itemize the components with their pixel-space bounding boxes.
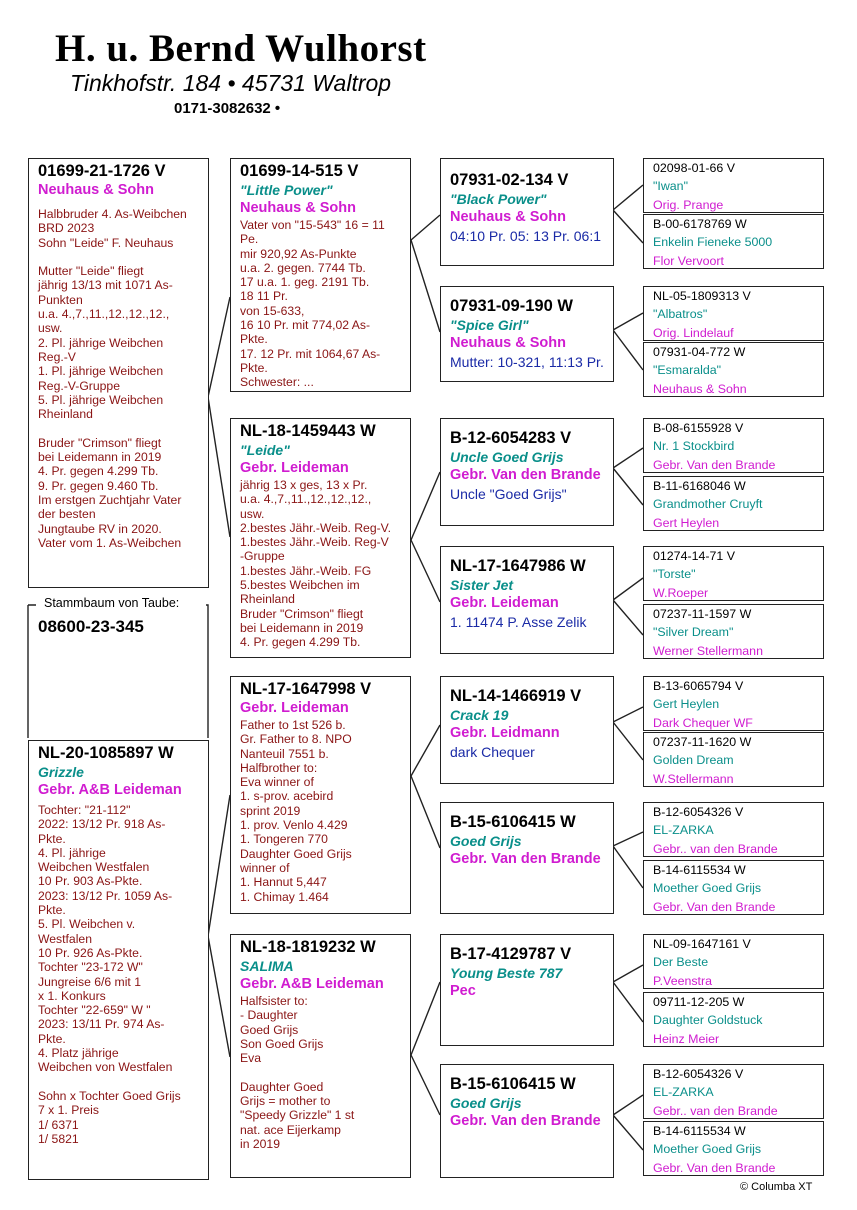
ggg-name: Nr. 1 Stockbird [653, 439, 735, 454]
ggp-breeder: Pec [450, 983, 476, 999]
ggg-card [643, 342, 824, 397]
ggg-ring: 07237-11-1597 W [653, 607, 752, 621]
ggp-nickname: Sister Jet [450, 577, 514, 593]
ggp-breeder: Gebr. Van den Brande [450, 467, 601, 483]
ggg-breeder: W.Roeper [653, 585, 709, 600]
dam-card [28, 740, 209, 1180]
ggg-breeder: Orig. Lindelauf [653, 325, 734, 340]
ggg-name: Grandmother Cruyft [653, 497, 763, 512]
grandparent-breeder: Neuhaus & Sohn [240, 200, 357, 216]
ggg-ring: 01274-14-71 V [653, 549, 735, 563]
ggp-nickname: Uncle Goed Grijs [450, 449, 564, 465]
ggg-card [643, 732, 824, 787]
ggg-name: Moether Goed Grijs [653, 1142, 762, 1157]
ggp-ring: B-12-6054283 V [450, 429, 572, 447]
grandparent-card [230, 676, 411, 914]
ggg-ring: 07931-04-772 W [653, 345, 746, 359]
dam-breeder: Gebr. A&B Leideman [38, 782, 182, 798]
ggg-breeder: Gert Heylen [653, 515, 720, 530]
ggg-breeder: Gebr. Van den Brande [653, 457, 776, 472]
ggg-name: "Iwan" [653, 179, 688, 194]
ggg-card [643, 676, 824, 731]
ggp-ring: NL-14-1466919 V [450, 687, 582, 705]
ggg-card [643, 802, 824, 857]
subject-ring: 08600-23-345 [38, 617, 144, 636]
ggg-name: "Esmaralda" [653, 363, 722, 378]
ggg-card [643, 158, 824, 213]
ggg-name: Gert Heylen [653, 697, 720, 712]
sire-breeder: Neuhaus & Sohn [38, 182, 155, 198]
ggg-name: Golden Dream [653, 753, 734, 768]
grandparent-notes: Vater von "15-543" 16 = 11 Pe. mir 920,92 As-Punkte u.a. 2. gegen. 7744 Tb. 17 u.a. 1. geg. 2191 Tb. 18 11 Pr. von 15-633, 16 10 Pr. mit 774,02 As- Pkte. 17. 12 Pr. mit 1064,67 As- Pkte. Schwester: ... [240, 218, 385, 390]
grandparent-breeder: Gebr. Leideman [240, 700, 349, 716]
ggg-breeder: Werner Stellermann [653, 643, 763, 658]
grandparent-notes: Halfsister to: - Daughter Goed Grijs Son Goed Grijs Eva Daughter Goed Grijs = mother to "Speedy Grizzle" 1 st nat. ace Eijerkamp in 2019 [240, 994, 355, 1151]
great-grandparent-card [440, 286, 614, 382]
ggp-ring: B-17-4129787 V [450, 945, 572, 963]
ggp-breeder: Gebr. Leidmann [450, 725, 560, 741]
ggg-breeder: Gebr.. van den Brande [653, 841, 778, 856]
ggg-ring: B-13-6065794 V [653, 679, 744, 693]
great-grandparent-card [440, 934, 614, 1046]
dam-nickname: Grizzle [38, 764, 84, 780]
ggp-ring: 07931-02-134 V [450, 171, 569, 189]
ggg-card [643, 860, 824, 915]
ggg-breeder: Heinz Meier [653, 1031, 720, 1046]
ggg-ring: NL-05-1809313 V [653, 289, 751, 303]
grandparent-breeder: Gebr. A&B Leideman [240, 976, 384, 992]
grandparent-ring: 01699-14-515 V [240, 162, 359, 180]
ggg-card [643, 546, 824, 601]
subject-label: Stammbaum von Taube: [40, 596, 183, 610]
sire-ring: 01699-21-1726 V [38, 162, 166, 180]
ggp-extra: Uncle "Goed Grijs" [450, 486, 567, 502]
ggg-ring: B-12-6054326 V [653, 805, 744, 819]
ggp-extra: 04:10 Pr. 05: 13 Pr. 06:1 [450, 228, 601, 244]
great-grandparent-card [440, 158, 614, 266]
ggg-card [643, 214, 824, 269]
ggg-card [643, 1064, 824, 1119]
ggg-name: "Torste" [653, 567, 696, 582]
great-grandparent-card [440, 418, 614, 526]
ggp-ring: NL-17-1647986 W [450, 557, 586, 575]
ggp-nickname: "Black Power" [450, 191, 547, 207]
ggp-extra: dark Chequer [450, 744, 535, 760]
ggg-name: Der Beste [653, 955, 709, 970]
ggg-breeder: Orig. Prange [653, 197, 724, 212]
sire-notes: Halbbruder 4. As-Weibchen BRD 2023 Sohn "Leide" F. Neuhaus Mutter "Leide" fliegt jährig 13/13 mit 1071 As- Punkten u.a. 4.,7.,11.,12.,12.,12., usw. 2. Pl. jährige Weibchen Reg.-V 1. Pl. jährige Weibchen Reg.-V-Gruppe 5. Pl. jährige Weibchen Rheinland Bruder "Crimson" fliegt bei Leidemann in 2019 4. Pr. gegen 4.299 Tb. 9. Pr. gegen 9.460 Tb. Im erstgen Zuchtjahr Vater der besten Jungtaube RV in 2020. Vater vom 1. As-Weibchen [38, 207, 187, 550]
grandparent-ring: NL-18-1819232 W [240, 938, 376, 956]
ggp-breeder: Gebr. Van den Brande [450, 851, 601, 867]
breeder-address: Tinkhofstr. 184 • 45731 Waltrop [70, 70, 392, 96]
ggp-nickname: Young Beste 787 [450, 965, 563, 981]
ggg-breeder: W.Stellermann [653, 771, 734, 786]
ggg-breeder: Flor Vervoort [653, 253, 724, 268]
ggg-ring: B-00-6178769 W [653, 217, 747, 231]
ggg-name: EL-ZARKA [653, 823, 714, 838]
ggg-card [643, 604, 824, 659]
ggg-ring: 09711-12-205 W [653, 995, 745, 1009]
ggg-card [643, 286, 824, 341]
grandparent-nickname: "Little Power" [240, 182, 333, 198]
grandparent-nickname: "Leide" [240, 442, 290, 458]
grandparent-nickname: SALIMA [240, 958, 294, 974]
ggp-nickname: Goed Grijs [450, 1095, 522, 1111]
ggg-card [643, 418, 824, 473]
breeder-name: H. u. Bernd Wulhorst [55, 27, 427, 70]
ggp-breeder: Gebr. Leideman [450, 595, 559, 611]
ggg-ring: B-12-6054326 V [653, 1067, 744, 1081]
ggg-breeder: P.Veenstra [653, 973, 713, 988]
grandparent-ring: NL-17-1647998 V [240, 680, 372, 698]
ggp-nickname: "Spice Girl" [450, 317, 529, 333]
ggg-name: Enkelin Fieneke 5000 [653, 235, 773, 250]
great-grandparent-card [440, 1064, 614, 1178]
ggg-name: "Silver Dream" [653, 625, 734, 640]
ggp-ring: 07931-09-190 W [450, 297, 573, 315]
ggg-ring: B-14-6115534 W [653, 1124, 746, 1138]
grandparent-card [230, 158, 411, 392]
great-grandparent-card [440, 802, 614, 914]
ggg-breeder: Dark Chequer WF [653, 715, 753, 730]
dam-notes: Tochter: "21-112" 2022: 13/12 Pr. 918 As- Pkte. 4. Pl. jährige Weibchen Westfalen 10 Pr. 903 As-Pkte. 2023: 13/12 Pr. 1059 As- Pkte. 5. Pl. Weibchen v. Westfalen 10 Pr. 926 As-Pkte. Tochter "23-172 W" Jungreise 6/6 mit 1 x 1. Konkurs Tochter "22-659" W " 2023: 13/11 Pr. 974 As- Pkte. 4. Platz jährige Weibchen von Westfalen Sohn x Tochter Goed Grijs 7 x 1. Preis 1/ 6371 1/ 5821 [38, 803, 181, 1146]
ggg-ring: 07237-11-1620 W [653, 735, 752, 749]
ggg-ring: 02098-01-66 V [653, 161, 735, 175]
ggg-ring: NL-09-1647161 V [653, 937, 751, 951]
ggg-name: EL-ZARKA [653, 1085, 714, 1100]
ggg-name: Moether Goed Grijs [653, 881, 762, 896]
ggp-breeder: Neuhaus & Sohn [450, 335, 567, 351]
ggg-ring: B-11-6168046 W [653, 479, 746, 493]
ggg-card [643, 934, 824, 989]
ggg-ring: B-14-6115534 W [653, 863, 746, 877]
ggp-ring: B-15-6106415 W [450, 813, 576, 831]
ggp-breeder: Gebr. Van den Brande [450, 1113, 601, 1129]
grandparent-card [230, 934, 411, 1178]
ggg-breeder: Gebr.. van den Brande [653, 1103, 778, 1118]
grandparent-notes: Father to 1st 526 b. Gr. Father to 8. NPO Nanteuil 7551 b. Halfbrother to: Eva winner of 1. s-prov. acebird sprint 2019 1. prov. Venlo 4.429 1. Tongeren 770 Daughter Goed Grijs winner of 1. Hannut 5,447 1. Chimay 1.464 [240, 718, 352, 904]
ggg-card [643, 476, 824, 531]
great-grandparent-card [440, 546, 614, 654]
copyright: © Columba XT [740, 1181, 813, 1193]
ggg-breeder: Gebr. Van den Brande [653, 1160, 776, 1175]
grandparent-notes: jährig 13 x ges, 13 x Pr. u.a. 4.,7.,11.,12.,12.,12., usw. 2.bestes Jähr.-Weib. Reg-V. 1.bestes Jähr.-Weib. Reg-V -Gruppe 1.bestes Jähr.-Weib. FG 5.bestes Weibchen im Rheinland Bruder "Crimson" fliegt bei Leidemann in 2019 4. Pr. gegen 4.299 Tb. [240, 478, 392, 650]
ggg-card [643, 1121, 824, 1176]
breeder-phone: 0171-3082632 • [174, 100, 281, 117]
ggg-name: Daughter Goldstuck [653, 1013, 763, 1028]
ggp-extra: 1. 11474 P. Asse Zelik [450, 614, 587, 630]
ggg-breeder: Neuhaus & Sohn [653, 381, 747, 396]
ggp-nickname: Crack 19 [450, 707, 509, 723]
sire-card [28, 158, 209, 588]
ggg-name: "Albatros" [653, 307, 708, 322]
ggg-ring: B-08-6155928 V [653, 421, 744, 435]
dam-ring: NL-20-1085897 W [38, 744, 174, 762]
ggp-nickname: Goed Grijs [450, 833, 522, 849]
grandparent-ring: NL-18-1459443 W [240, 422, 376, 440]
ggg-card [643, 992, 824, 1047]
great-grandparent-card [440, 676, 614, 784]
ggp-extra: Mutter: 10-321, 11:13 Pr. [450, 354, 604, 370]
grandparent-breeder: Gebr. Leideman [240, 460, 349, 476]
ggg-breeder: Gebr. Van den Brande [653, 899, 776, 914]
grandparent-card [230, 418, 411, 658]
ggp-breeder: Neuhaus & Sohn [450, 209, 567, 225]
ggp-ring: B-15-6106415 W [450, 1075, 576, 1093]
